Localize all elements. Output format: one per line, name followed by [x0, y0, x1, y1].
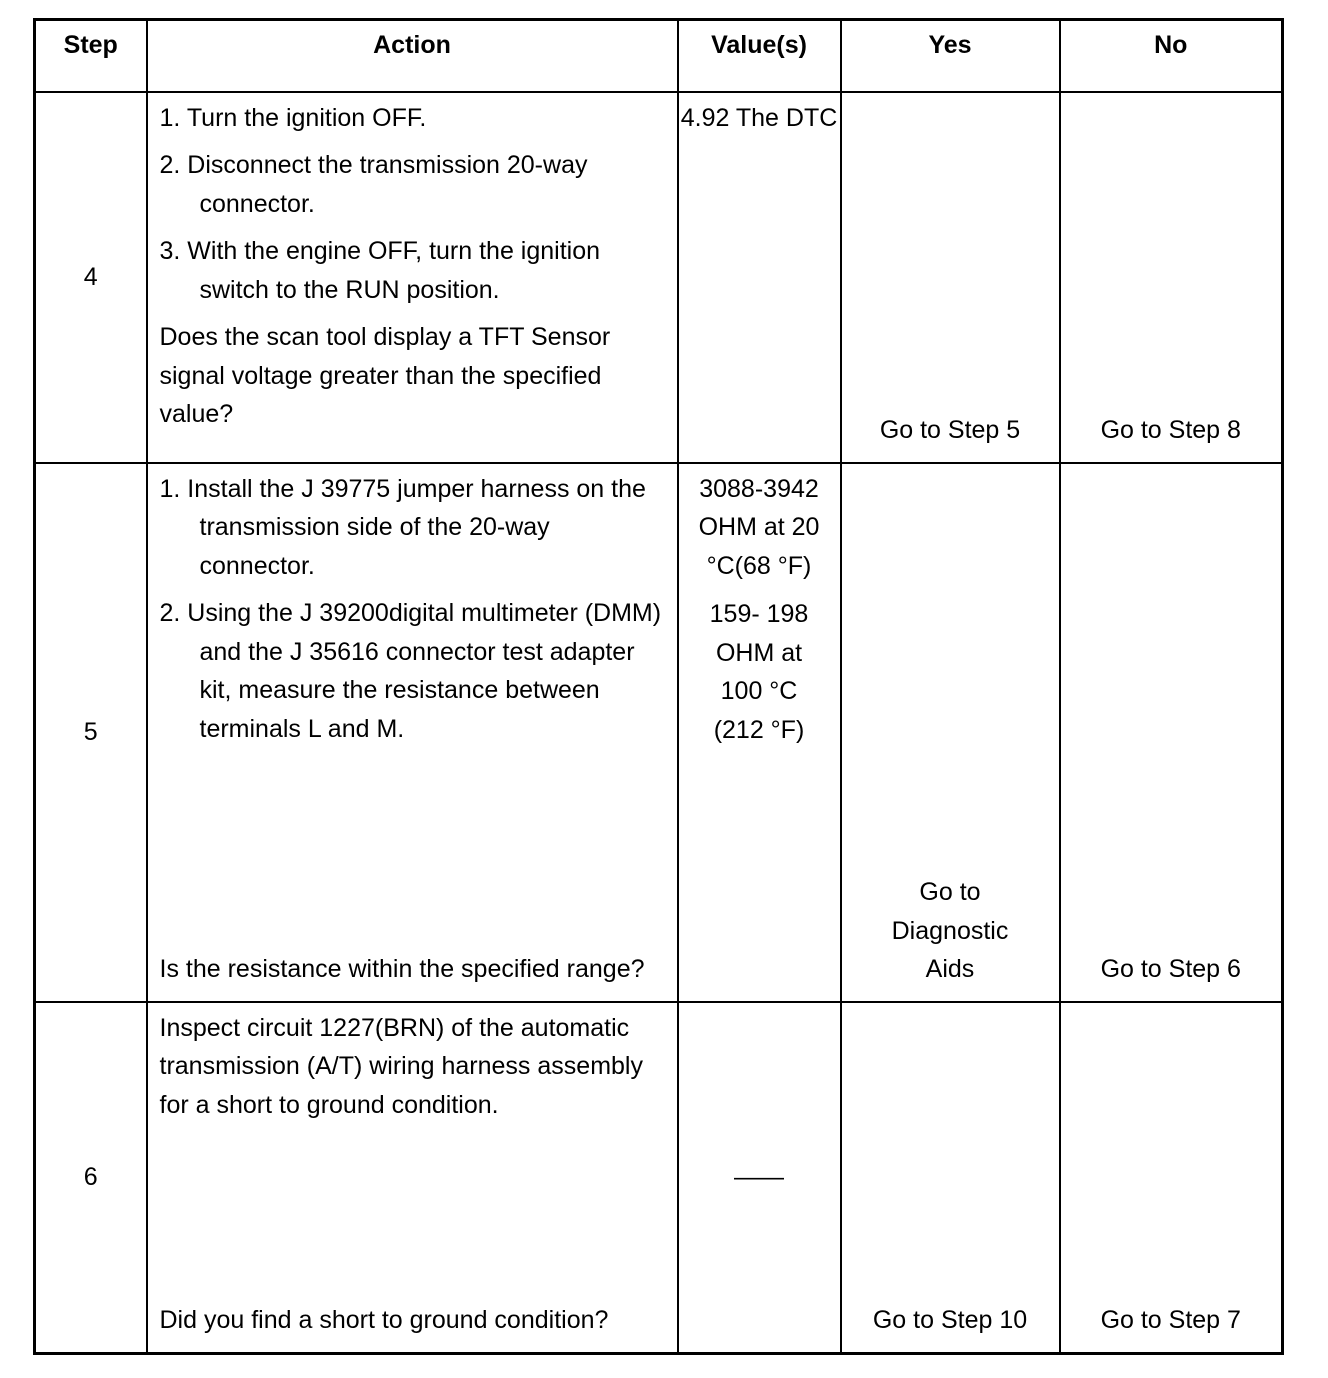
header-no: No	[1060, 20, 1283, 92]
value-text: 159- 198 OHM at 100 °C (212 °F)	[709, 600, 809, 744]
yes-cell	[841, 92, 1060, 463]
no-result: Go to Step 8	[1100, 416, 1241, 444]
step-number: 4	[35, 92, 147, 463]
action-cell	[147, 1002, 678, 1354]
table-row	[35, 92, 1283, 463]
table-row	[35, 1002, 1283, 1354]
no-result: Go to Step 6	[1100, 955, 1241, 983]
yes-result: Go to Step 10	[872, 1306, 1028, 1334]
values-cell	[678, 1002, 841, 1354]
table-row	[35, 463, 1283, 1002]
yes-result: Go to Diagnostic Aids	[891, 878, 1009, 983]
action-cell	[147, 463, 678, 1002]
yes-result: Go to Step 5	[879, 416, 1021, 444]
action-item: 2. Disconnect the transmission 20-way connector.	[159, 151, 588, 218]
action-item: 3. With the engine OFF, turn the ignition switch to the RUN position.	[159, 237, 601, 304]
header-step: Step	[35, 20, 147, 92]
values-cell	[678, 463, 841, 1002]
header-yes: Yes	[841, 20, 1060, 92]
no-cell	[1060, 463, 1283, 1002]
header-row	[35, 20, 1283, 92]
header-values: Value(s)	[678, 20, 841, 92]
action-item: 2. Using the J 39200digital multimeter (DMM) and the J 35616 connector test adapter kit, measure the resistance between terminals L and M.	[159, 599, 662, 743]
no-result: Go to Step 7	[1100, 1306, 1241, 1334]
values-cell	[678, 92, 841, 463]
diagnostic-table	[33, 18, 1284, 1355]
no-cell	[1060, 92, 1283, 463]
yes-cell	[841, 463, 1060, 1002]
action-statement: Inspect circuit 1227(BRN) of the automatic transmission (A/T) wiring harness assembly for a short to ground condition.	[159, 1013, 643, 1119]
action-question: Is the resistance within the specified range?	[159, 955, 645, 983]
value-text: 4.92 The DTC	[680, 103, 838, 132]
action-item: 1. Turn the ignition OFF.	[159, 103, 427, 132]
action-cell	[147, 92, 678, 463]
step-number: 5	[35, 463, 147, 1002]
value-text: 3088-3942 OHM at 20 °C(68 °F)	[698, 474, 820, 580]
action-item: 1. Install the J 39775 jumper harness on the transmission side of the 20-way connector.	[159, 474, 646, 580]
action-question: Does the scan tool display a TFT Sensor signal voltage greater than the specified value?	[159, 323, 611, 428]
value-text: ——	[734, 1162, 784, 1191]
no-cell	[1060, 1002, 1283, 1354]
step-number: 6	[35, 1002, 147, 1354]
action-question: Did you find a short to ground condition?	[159, 1306, 609, 1334]
header-action: Action	[147, 20, 678, 92]
yes-cell	[841, 1002, 1060, 1354]
